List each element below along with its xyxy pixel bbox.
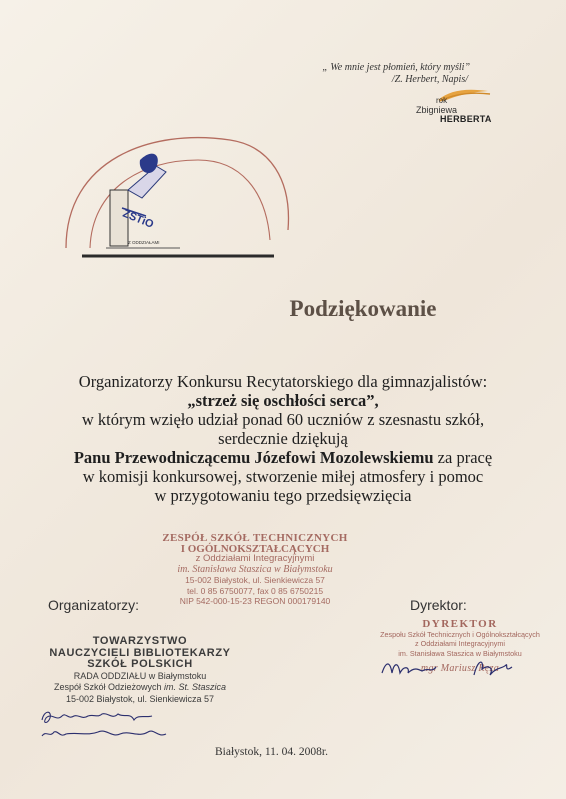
stamp-line: im. Stanisława Staszica w Białymstoku bbox=[177, 563, 333, 575]
thank-you-text bbox=[0, 372, 566, 505]
stamp-line: 15-002 Białystok, ul. Sienkiewicza 57 bbox=[65, 693, 215, 704]
quote-author: /Z. Herbert, Napis/ bbox=[391, 74, 468, 85]
director-name: mgr Mariusz Ręza bbox=[420, 663, 500, 674]
stamp-line bbox=[30, 682, 250, 694]
stamp-line: im. Stanisława Staszica w Białymstoku bbox=[398, 648, 522, 658]
stamp-text-italic: im. St. Staszica bbox=[164, 682, 227, 692]
body-line: w którym wzięło udział ponad 60 uczniów z szesnastu szkół, bbox=[81, 410, 485, 429]
stamp-line: RADA ODDZIAŁU w Białymstoku bbox=[73, 670, 207, 681]
stamp-line: z Oddziałami Integracyjnymi bbox=[195, 553, 315, 564]
logo-arc-outer bbox=[66, 138, 288, 248]
school-logo bbox=[30, 120, 290, 270]
body-line: Organizatorzy Konkursu Recytatorskiego dla gimnazjalistów: bbox=[78, 372, 488, 391]
logo-text-rok: rok bbox=[436, 96, 448, 105]
stamp-line: SZKÓŁ POLSKICH bbox=[87, 658, 193, 670]
svg-text:ZSTiO: ZSTiO bbox=[120, 207, 156, 231]
body-line: w komisji konkursowej, stworzenie miłej atmosfery i pomoc bbox=[82, 467, 484, 486]
stamp-line: I OGÓLNOKSZTAŁCĄCYCH bbox=[180, 542, 330, 555]
stamp-line: DYREKTOR bbox=[422, 618, 498, 630]
date-place: Białystok, 11. 04. 2008r. bbox=[215, 746, 328, 758]
contest-name: „strzeż się oschłości serca”, bbox=[187, 391, 379, 410]
stamp-line: NAUCZYCIELI BIBLIOTEKARZY bbox=[49, 646, 231, 659]
logo-text-zbigniewa: Zbigniewa bbox=[416, 105, 458, 115]
body-line: w przygotowaniu tego przedsięwzięcia bbox=[154, 486, 412, 505]
school-stamp bbox=[130, 533, 380, 607]
logo-caption: Z ODDZIAŁAMI bbox=[128, 240, 160, 245]
herbert-quote bbox=[240, 62, 470, 86]
stamp-line: 15-002 Białystok, ul. Sienkiewicza 57 bbox=[185, 575, 325, 585]
director-label: Dyrektor: bbox=[410, 597, 467, 613]
page-title: Podziękowanie bbox=[289, 296, 437, 321]
stamp-line: TOWARZYSTWO bbox=[92, 635, 188, 647]
society-stamp bbox=[30, 636, 250, 705]
stamp-line: ZESPÓŁ SZKÓŁ TECHNICZNYCH bbox=[162, 532, 348, 544]
logo-text-herberta: HERBERTA bbox=[440, 114, 492, 124]
stamp-line: z Oddziałami Integracyjnymi bbox=[415, 639, 505, 648]
herbert-year-logo bbox=[410, 86, 510, 136]
body-line-recipient bbox=[0, 448, 566, 467]
quote-text: „ We mnie jest płomień, który myśli” bbox=[322, 62, 470, 73]
body-line: serdecznie dziękują bbox=[218, 429, 348, 448]
recipient-name: Panu Przewodniczącemu Józefowi Mozolewskiemu bbox=[73, 448, 434, 467]
organizers-label: Organizatorzy: bbox=[48, 597, 140, 613]
stamp-text: Zespół Szkół Odzieżowych bbox=[53, 682, 165, 692]
director-signature bbox=[378, 655, 528, 681]
organizers-signatures bbox=[38, 708, 178, 744]
stamp-line: tel. 0 85 6750077, fax 0 85 6750215 bbox=[186, 585, 324, 596]
stamp-line: NIP 542-000-15-23 REGON 000179140 bbox=[179, 596, 331, 606]
stamp-line: Zespołu Szkół Technicznych i Ogólnokształcących bbox=[380, 629, 540, 639]
body-line-rest: za pracę bbox=[433, 448, 493, 467]
